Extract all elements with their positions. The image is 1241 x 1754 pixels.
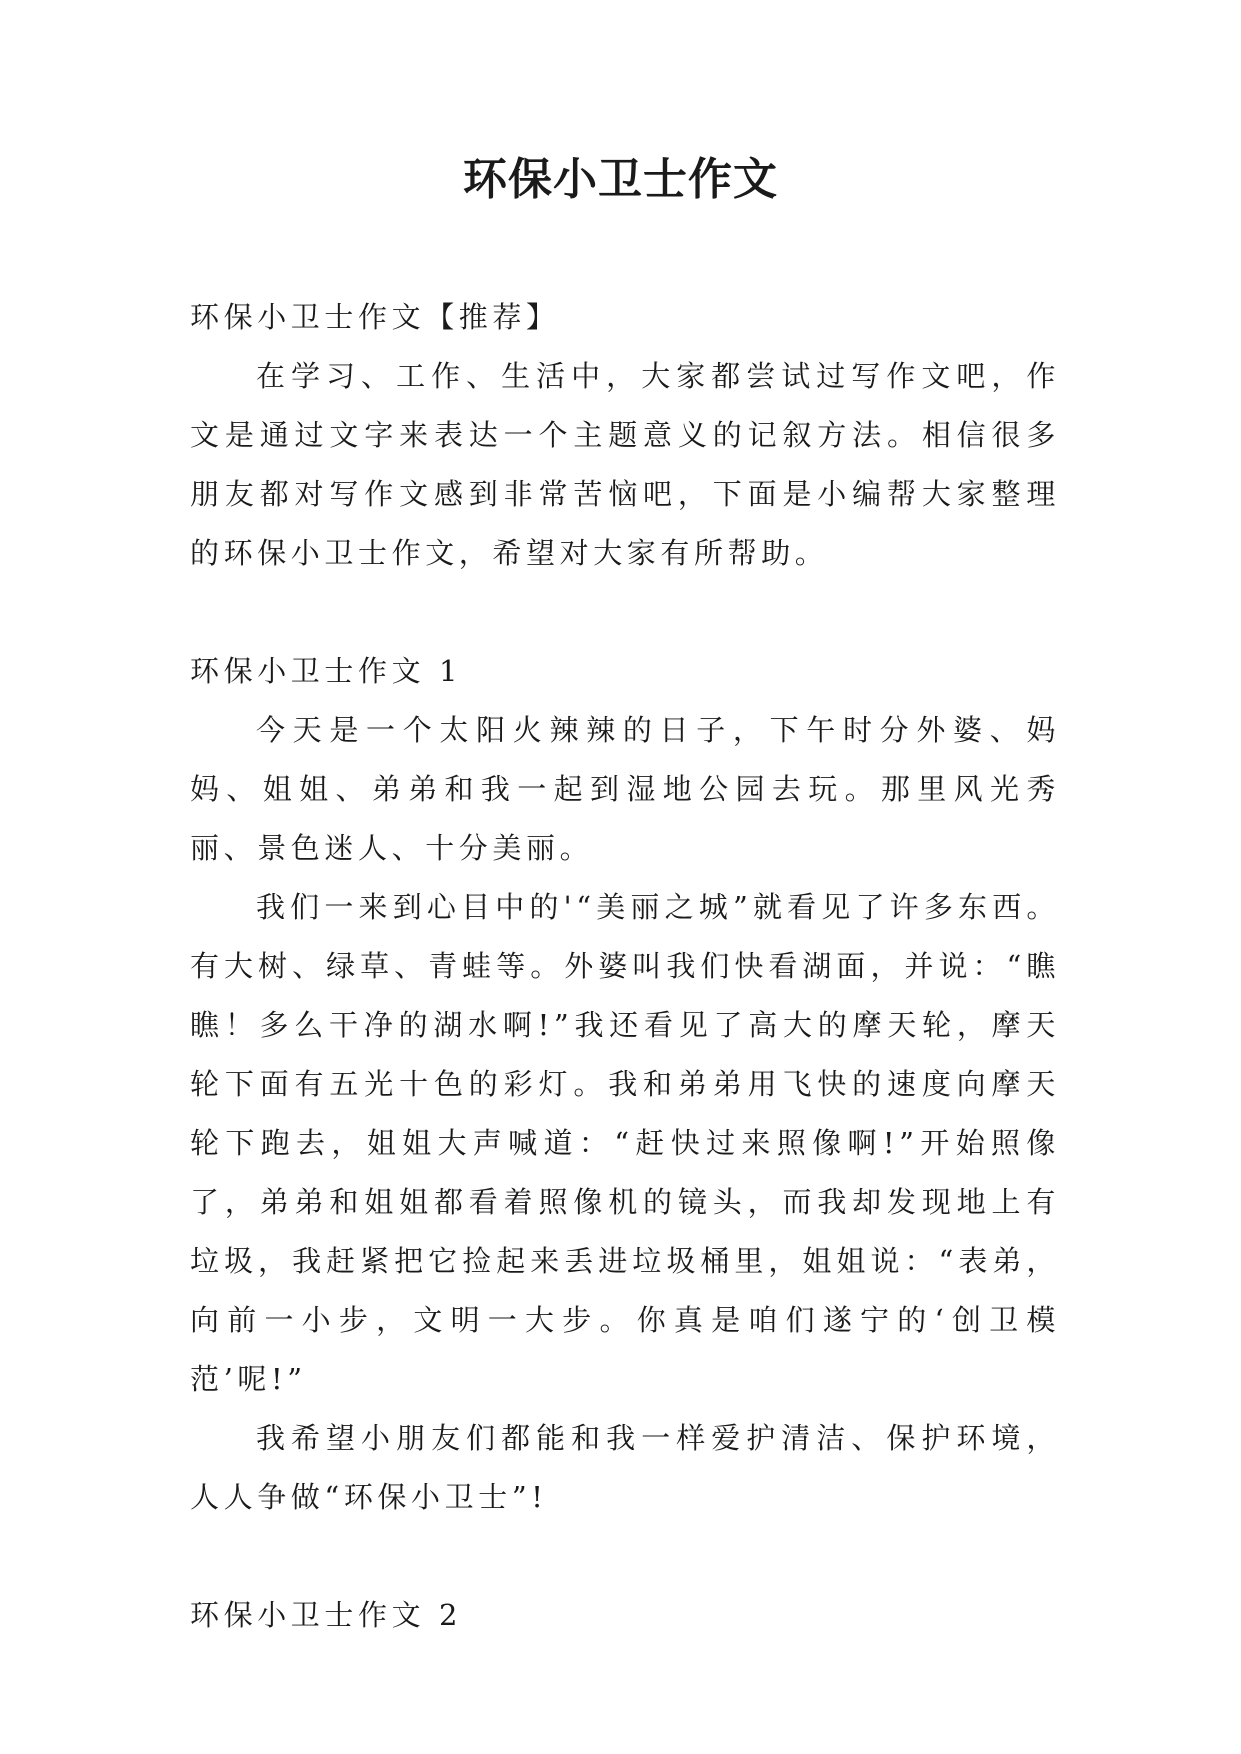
- essay-2-heading: 环保小卫士作文 2: [190, 1598, 463, 1632]
- document-body: [190, 288, 1060, 1645]
- essay-1-heading: 环保小卫士作文 1: [190, 654, 463, 688]
- essay-1-paragraph: 我们一来到心目中的'“美丽之城”就看见了许多东西。有大树、绿草、青蛙等。外婆叫我们快看湖面，并说：“瞧瞧！多么干净的湖水啊!”我还看见了高大的摩天轮，摩天轮下面有五光十色的彩灯。我和弟弟用飞快的速度向摩天轮下跑去，姐姐大声喊道：“赶快过来照像啊!”开始照像了，弟弟和姐姐都看着照像机的镜头，而我却发现地上有垃圾，我赶紧把它捡起来丢进垃圾桶里，姐姐说：“表弟，向前一小步，文明一大步。你真是咱们遂宁的‘创卫模范’呢!”: [190, 890, 1060, 1396]
- essay-1-paragraph: 今天是一个太阳火辣辣的日子，下午时分外婆、妈妈、姐姐、弟弟和我一起到湿地公园去玩。那里风光秀丽、景色迷人、十分美丽。: [190, 713, 1060, 865]
- essay-1-paragraph: 我希望小朋友们都能和我一样爱护清洁、保护环境，人人争做“环保小卫士”!: [190, 1421, 1060, 1514]
- section-spacer: [190, 583, 1060, 642]
- intro-paragraph: 在学习、工作、生活中，大家都尝试过写作文吧，作文是通过文字来表达一个主题意义的记叙方法。相信很多朋友都对写作文感到非常苦恼吧，下面是小编帮大家整理的环保小卫士作文，希望对大家有所帮助。: [190, 359, 1060, 570]
- section-spacer: [190, 1527, 1060, 1586]
- intro-heading: 环保小卫士作文【推荐】: [190, 300, 560, 334]
- document-title: 环保小卫士作文: [463, 154, 778, 205]
